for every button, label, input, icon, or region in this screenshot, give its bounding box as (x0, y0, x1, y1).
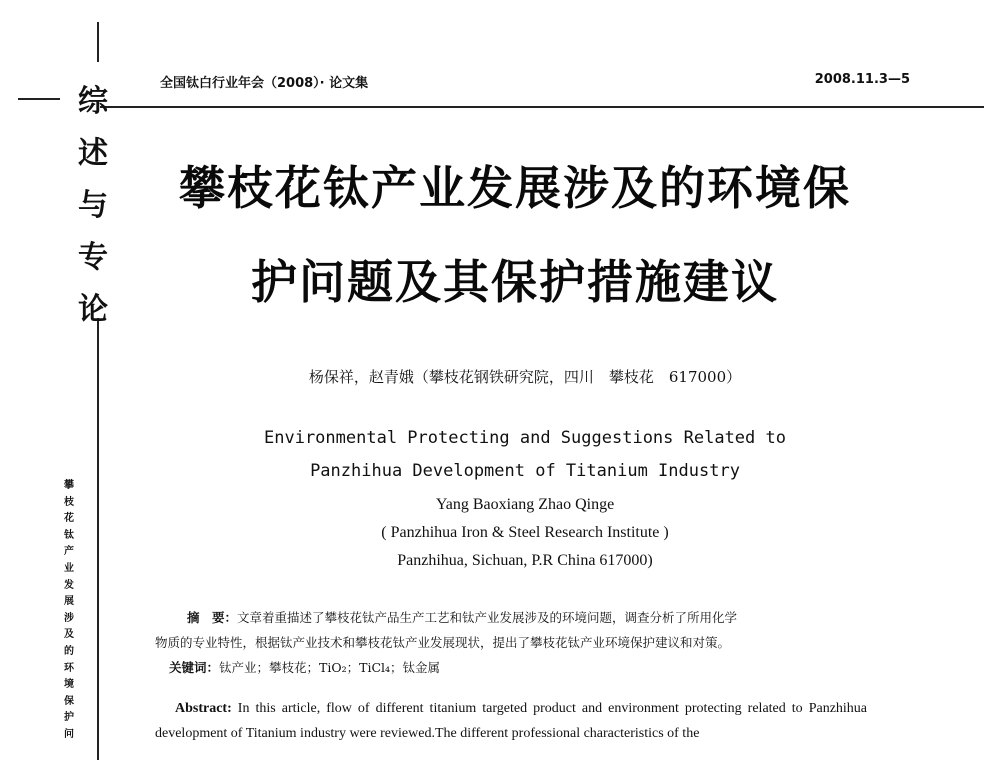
vertical-title-char: 问 (64, 728, 74, 740)
section-char: 述 (78, 136, 108, 171)
sidebar-rule-bottom (97, 318, 99, 760)
conference-date: 2008.11.3—5 (814, 72, 910, 87)
section-char: 综 (78, 84, 108, 119)
english-title-line-1: Environmental Protecting and Suggestions Related to (264, 428, 786, 448)
section-char: 论 (78, 292, 108, 327)
vertical-title-char: 及 (64, 629, 74, 641)
keywords-text: 钛产业；攀枝花；TiO₂；TiCl₄；钛金属 (219, 660, 441, 675)
vertical-title-char: 的 (64, 645, 74, 657)
vertical-title-char: 保 (64, 695, 74, 707)
section-char: 与 (78, 188, 108, 223)
vertical-title-char: 产 (64, 546, 74, 558)
vertical-title-char: 环 (64, 662, 74, 674)
english-title-line-2: Panzhihua Development of Titanium Industry (310, 461, 740, 481)
abstract-chinese (155, 605, 867, 680)
paper-title-line-2: 护问题及其保护措施建议 (251, 255, 779, 309)
vertical-title-char: 发 (64, 579, 74, 591)
section-char: 专 (78, 240, 108, 275)
vertical-title-char: 涉 (64, 612, 74, 624)
english-location: Panzhihua, Sichuan, P.R China 617000) (397, 552, 653, 569)
header-rule (100, 106, 984, 108)
vertical-title-char: 业 (64, 562, 74, 574)
vertical-title-char: 攀 (64, 480, 74, 491)
abstract-english-label: Abstract: (175, 701, 232, 716)
conference-name: 全国钛白行业年会（2008）· 论文集 (160, 76, 369, 91)
vertical-title-char: 花 (64, 513, 74, 525)
vertical-title-char: 枝 (64, 496, 74, 508)
keywords-label: 关键词： (169, 660, 220, 675)
abstract-text-line-2: 物质的专业特性，根据钛产业技术和攀枝花钛产业发展现状，提出了攀枝花钛产业环境保护建议和对策。 (155, 635, 731, 650)
abstract-english (155, 696, 867, 746)
abstract-label: 摘 要： (187, 610, 238, 625)
vertical-title-char: 展 (64, 596, 74, 608)
english-authors: Yang Baoxiang Zhao Qinge (435, 496, 615, 513)
abstract-text-line-1: 文章着重描述了攀枝花钛产品生产工艺和钛产业发展涉及的环境问题，调查分析了所用化学 (237, 610, 738, 625)
paper-title-line-1: 攀枝花钛产业发展涉及的环境保 (179, 161, 851, 215)
section-tick (18, 98, 60, 100)
abstract-english-text: In this article, flow of different titanium targeted product and environment protecting related to Panzhihua development of Titanium industry were reviewed.The different professional characteristics of the (155, 701, 868, 741)
vertical-paper-title (60, 478, 78, 744)
vertical-title-char: 钛 (64, 529, 74, 541)
vertical-title-char: 护 (64, 712, 74, 724)
english-affiliation: ( Panzhihua Iron & Steel Research Institute ) (381, 524, 669, 541)
vertical-title-char: 境 (64, 679, 74, 691)
authors-chinese: 杨保祥，赵青娥（攀枝花钢铁研究院，四川 攀枝花 617000） (308, 368, 742, 386)
sidebar-rule-top (97, 22, 99, 62)
